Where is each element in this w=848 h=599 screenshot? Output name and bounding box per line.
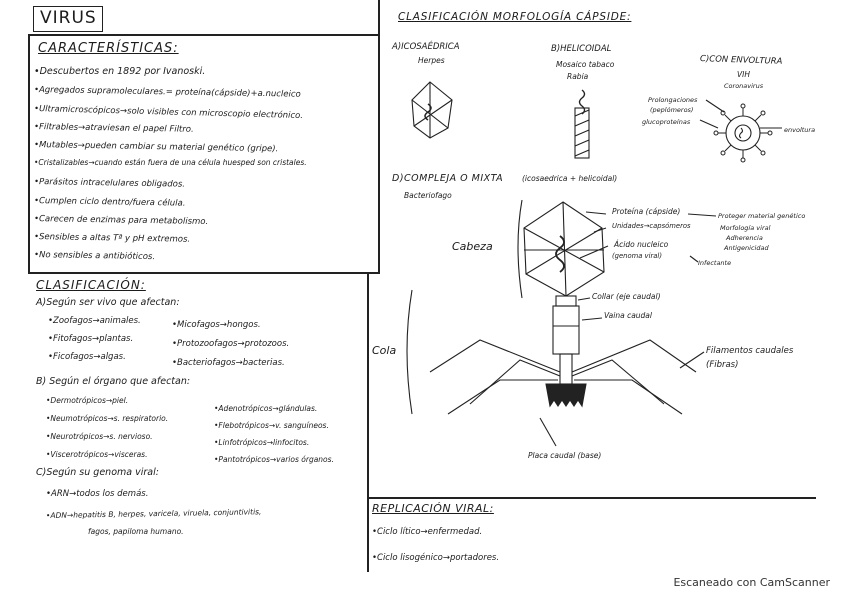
label-placa: Placa caudal (base) bbox=[528, 451, 602, 460]
caracteristicas-item: •Sensibles a altas Tª y pH extremos. bbox=[33, 232, 191, 245]
enveloped-virus-drawing bbox=[700, 100, 782, 162]
morfologia-c-example-1: VIH bbox=[737, 70, 750, 79]
label-proteger-2: Morfología viral bbox=[720, 224, 771, 232]
label-acido-2: (genoma viral) bbox=[612, 252, 662, 260]
morfologia-c-note-2: (peplómeros) bbox=[650, 106, 694, 114]
morfologia-d-label: D)COMPLEJA O MIXTA bbox=[392, 173, 504, 184]
replicacion-item: •Ciclo lítico→enfermedad. bbox=[372, 527, 483, 537]
replicacion-item: •Ciclo lisogénico→portadores. bbox=[372, 553, 500, 563]
caracteristicas-item: •No sensibles a antibióticos. bbox=[33, 250, 156, 263]
clasificacion-c-item: fagos, papiloma humano. bbox=[88, 527, 184, 536]
caracteristicas-item: •Ultramicroscópicos→solo visibles con microscopio electrónico. bbox=[33, 104, 304, 122]
label-proteger-1: Proteger material genético bbox=[718, 212, 806, 220]
label-filamentos-2: (Fibras) bbox=[706, 360, 739, 370]
clasificacion-b-item: •Pantotrópicos→varios órganos. bbox=[214, 455, 334, 464]
clasificacion-a-item: •Bacteriofagos→bacterias. bbox=[172, 358, 285, 368]
clasificacion-c-item: •ADN→hepatitis B, herpes, varicela, viruela, conjuntivitis, bbox=[45, 507, 262, 520]
icosahedral-capsid-drawing bbox=[412, 82, 452, 138]
label-proteger-4: Antigenicidad bbox=[724, 244, 769, 252]
morfologia-heading: CLASIFICACIÓN MORFOLOGÍA CÁPSIDE: bbox=[398, 11, 632, 23]
clasificacion-b-item: •Linfotrópicos→linfocitos. bbox=[214, 438, 310, 447]
morfologia-d-example: Bacteriofago bbox=[404, 191, 452, 200]
clasificacion-c-item: •ARN→todos los demás. bbox=[46, 489, 149, 499]
morfologia-c-example-2: Coronavirus bbox=[724, 82, 764, 90]
clasificacion-a-item: •Zoofagos→animales. bbox=[48, 316, 141, 326]
clasificacion-c-heading: C)Según su genoma viral: bbox=[36, 467, 159, 478]
clasificacion-a-item: •Ficofagos→algas. bbox=[48, 352, 126, 362]
label-collar: Collar (eje caudal) bbox=[592, 292, 661, 301]
clasificacion-a-heading: A)Según ser vivo que afectan: bbox=[36, 297, 180, 308]
morfologia-c-note-1: Prolongaciones bbox=[648, 96, 698, 104]
clasificacion-a-item: •Fitofagos→plantas. bbox=[48, 334, 134, 344]
clasificacion-b-item: •Neumotrópicos→s. respiratorio. bbox=[46, 414, 169, 423]
clasificacion-b-item: •Neurotrópicos→s. nervioso. bbox=[46, 432, 153, 441]
scanner-watermark: Escaneado con CamScanner bbox=[673, 576, 830, 589]
helical-capsid-drawing bbox=[575, 90, 589, 158]
morfologia-a-label: A)ICOSAÉDRICA bbox=[392, 42, 460, 52]
morfologia-d-note: (icosaedrica + helicoidal) bbox=[522, 174, 618, 183]
clasificacion-b-item: •Adenotrópicos→glándulas. bbox=[214, 404, 318, 413]
caracteristicas-item: •Mutables→pueden cambiar su material genético (gripe). bbox=[33, 140, 279, 155]
caracteristicas-item: •Cumplen ciclo dentro/fuera célula. bbox=[33, 196, 186, 209]
clasificacion-a-item: •Micofagos→hongos. bbox=[172, 320, 261, 330]
morfologia-a-example: Herpes bbox=[418, 56, 445, 65]
label-acido-1: Ácido nucleico bbox=[614, 240, 669, 249]
caracteristicas-item: •Cristalizables→cuando están fuera de una célula huesped son cristales. bbox=[34, 158, 307, 167]
clasificacion-b-item: •Flebotrópicos→v. sanguíneos. bbox=[214, 421, 329, 430]
bacteriophage-drawing bbox=[407, 200, 716, 446]
label-cabeza: Cabeza bbox=[452, 240, 493, 253]
clasificacion-b-heading: B) Según el órgano que afectan: bbox=[36, 376, 191, 387]
morfologia-c-label: C)CON ENVOLTURA bbox=[699, 54, 783, 67]
label-proteger-3: Adherencia bbox=[726, 234, 763, 242]
page-title-text: VIRUS bbox=[40, 8, 97, 28]
caracteristicas-item: •Descubertos en 1892 por Ivanoski. bbox=[34, 66, 206, 77]
clasificacion-b-item: •Viscerotrópicos→visceras. bbox=[46, 450, 148, 459]
clasificacion-a-item: •Protozoofagos→protozoos. bbox=[172, 339, 290, 349]
caracteristicas-item: •Agregados supramoleculares.= proteína(cápside)+a.nucleico bbox=[33, 85, 301, 100]
label-infectante: Infectante bbox=[698, 259, 732, 267]
morfologia-b-label: B)HELICOIDAL bbox=[551, 44, 612, 54]
label-unidades: Unidades→capsómeros bbox=[612, 222, 691, 230]
clasificacion-b-item: •Dermotrópicos→piel. bbox=[46, 396, 129, 405]
label-vaina: Vaina caudal bbox=[604, 311, 652, 320]
clasificacion-heading: CLASIFICACIÓN: bbox=[36, 278, 146, 292]
caracteristicas-heading: CARACTERÍSTICAS: bbox=[38, 41, 179, 56]
caracteristicas-item: •Carecen de enzimas para metabolismo. bbox=[33, 214, 209, 228]
caracteristicas-item: •Parásitos intracelulares obligados. bbox=[33, 177, 186, 190]
label-proteina: Proteína (cápside) bbox=[612, 207, 681, 216]
morfologia-c-note-4: envoltura bbox=[784, 126, 816, 134]
morfologia-c-note-3: glucoproteínas bbox=[642, 118, 691, 126]
morfologia-b-example-2: Rabia bbox=[567, 72, 589, 81]
replicacion-heading: REPLICACIÓN VIRAL: bbox=[372, 502, 494, 515]
morfologia-b-example-1: Mosaico tabaco bbox=[556, 60, 615, 69]
label-cola: Cola bbox=[372, 344, 397, 357]
caracteristicas-item: •Filtrables→atraviesan el papel Filtro. bbox=[33, 122, 194, 135]
label-filamentos-1: Filamentos caudales bbox=[706, 346, 794, 356]
